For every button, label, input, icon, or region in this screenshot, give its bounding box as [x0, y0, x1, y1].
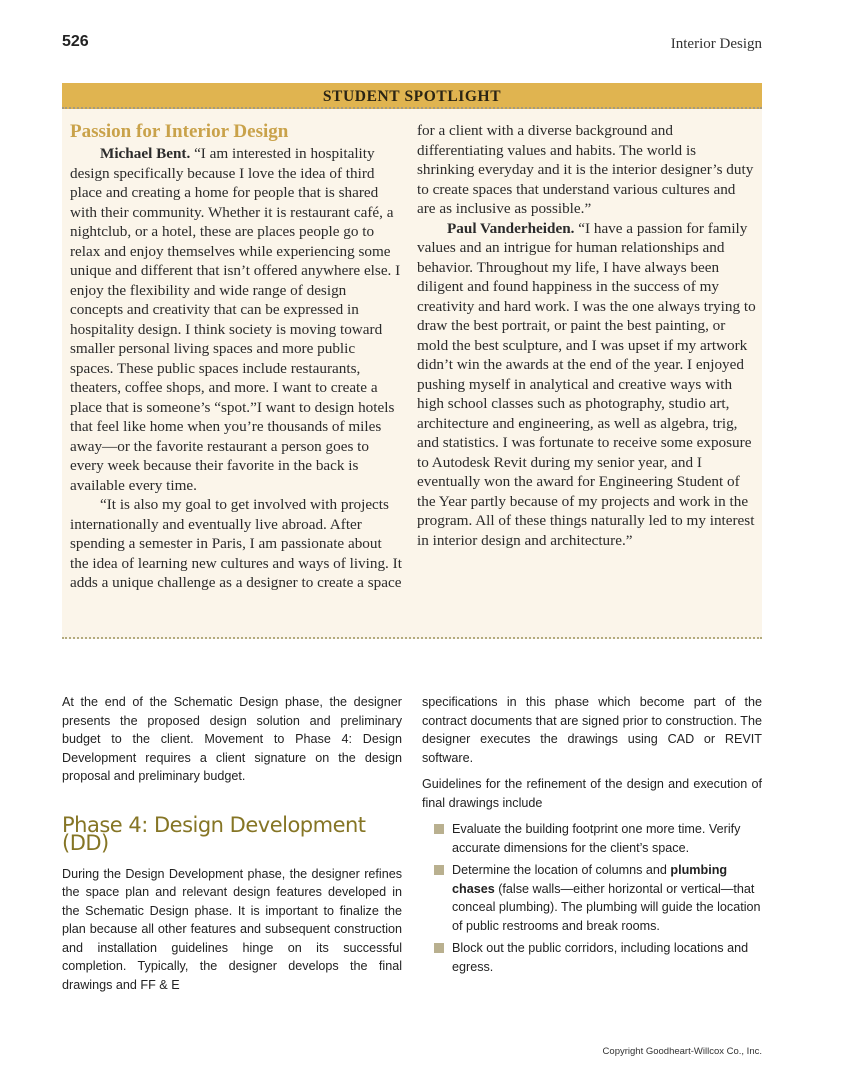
- body-left-column: [62, 693, 402, 1002]
- spotlight-label: STUDENT SPOTLIGHT: [62, 83, 762, 109]
- list-item-text: Evaluate the building footprint one more time. Verify accurate dimensions for the client’s space.: [452, 822, 741, 855]
- body-right-column: [422, 693, 762, 980]
- michael-bent-quote: [70, 144, 402, 495]
- quote-text: “I am interested in hospitality design specifically because I love the idea of third place and creating a home for people that is shared with their community. Whether it is restaurant café, a nightclub, or a hotel, these are places people go to relax and enjoy themselves while experiencing some unique and different that isn’t offered anywhere else. I enjoy the flexibility and wide range of design concepts and creativity that can be expressed in hospitality design. I think society is moving toward smaller personal living spaces and more public spaces. These public spaces include restaurants, theaters, coffee shops, and more. I want to create a place that is someone’s “spot.”I want to design hotels that feel like home when you’re thousands of miles away—or the favorite restaurant a person goes to every week because their favorite in the back is available every time.: [70, 145, 401, 494]
- intro-paragraph: At the end of the Schematic Design phase, the designer presents the proposed design solution and preliminary budget to the client. Movement to Phase 4: Design Development requires a client signature on the design proposal and preliminary budget.: [62, 695, 402, 783]
- list-item: [434, 861, 762, 935]
- guidelines-list: [422, 820, 762, 976]
- student-name: Michael Bent.: [100, 145, 191, 162]
- square-bullet-icon: [434, 824, 444, 834]
- list-item-text: (false walls—either horizontal or vertical—that conceal plumbing). The plumbing will guide the location of public restrooms and break rooms.: [452, 881, 761, 933]
- square-bullet-icon: [434, 943, 444, 953]
- dd-paragraph: During the Design Development phase, the designer refines the space plan and relevant design features developed in the Schematic Design phase. It is important to finalize the plan because all other features and subsequent construction and installation guidelines hinge on its successful completion. Typically, the designer develops the final drawings and FF & E: [62, 866, 402, 992]
- list-item: [434, 820, 762, 857]
- spotlight-left-column: [70, 121, 402, 593]
- key-term: plumbing chases: [452, 863, 728, 896]
- running-head: Interior Design: [670, 36, 762, 52]
- student-name: Paul Vanderheiden.: [447, 219, 575, 237]
- michael-bent-quote-end: for a client with a diverse background and differentiating values and habits. The world is shrinking everyday and it is the interior designer’s duty to create spaces that understand various cultures and are as inclusive as possible.”: [417, 122, 754, 217]
- guidelines-intro: Guidelines for the refinement of the design and execution of final drawings include: [422, 777, 762, 810]
- spotlight-title: Passion for Interior Design: [70, 121, 289, 142]
- spotlight-bottom-divider: [62, 637, 762, 639]
- phase-heading: Phase 4: Design Development (DD): [62, 812, 366, 855]
- michael-bent-quote-continued: “It is also my goal to get involved with projects internationally and eventually live abroad. After spending a semester in Paris, I am passionate about the idea of learning new cultures and ways of living. It adds a unique challenge as a designer to create a space: [70, 496, 402, 591]
- spotlight-right-column: [417, 121, 757, 550]
- list-item: [434, 939, 762, 976]
- square-bullet-icon: [434, 865, 444, 875]
- list-item-text: Block out the public corridors, including locations and egress.: [452, 941, 749, 974]
- quote-text: “I have a passion for family values and an intrigue for human relationships and behavior. Throughout my life, I have always been diligent and found happiness in the success of my creativity and hard work. I was the one always trying to draw the best portrait, or paint the best painting, or mold the best sculpture, and I was upset if my artwork didn’t win the awards at the end of the year. I enjoyed pushing myself in analytical and creative ways with high school classes such as photography, studio art, architecture and engineering, as well as algebra, trig, and statistics. I was fortunate to receive some exposure to Autodesk Revit during my senior year, and I eventually won the award for Engineering Student of the Year partly because of my projects and work in the program. All of these things naturally led to my interest in interior design and architecture.”: [417, 219, 756, 549]
- page-number: 526: [62, 33, 89, 50]
- paul-vanderheiden-quote: [417, 219, 757, 551]
- student-spotlight-box: [62, 83, 762, 639]
- dd-paragraph-continued: specifications in this phase which become part of the contract documents that are signed prior to construction. The designer executes the drawings using CAD or REVIT software.: [422, 695, 762, 765]
- copyright-notice: Copyright Goodheart-Willcox Co., Inc.: [602, 1046, 762, 1057]
- list-item-text: Determine the location of columns and: [452, 863, 671, 877]
